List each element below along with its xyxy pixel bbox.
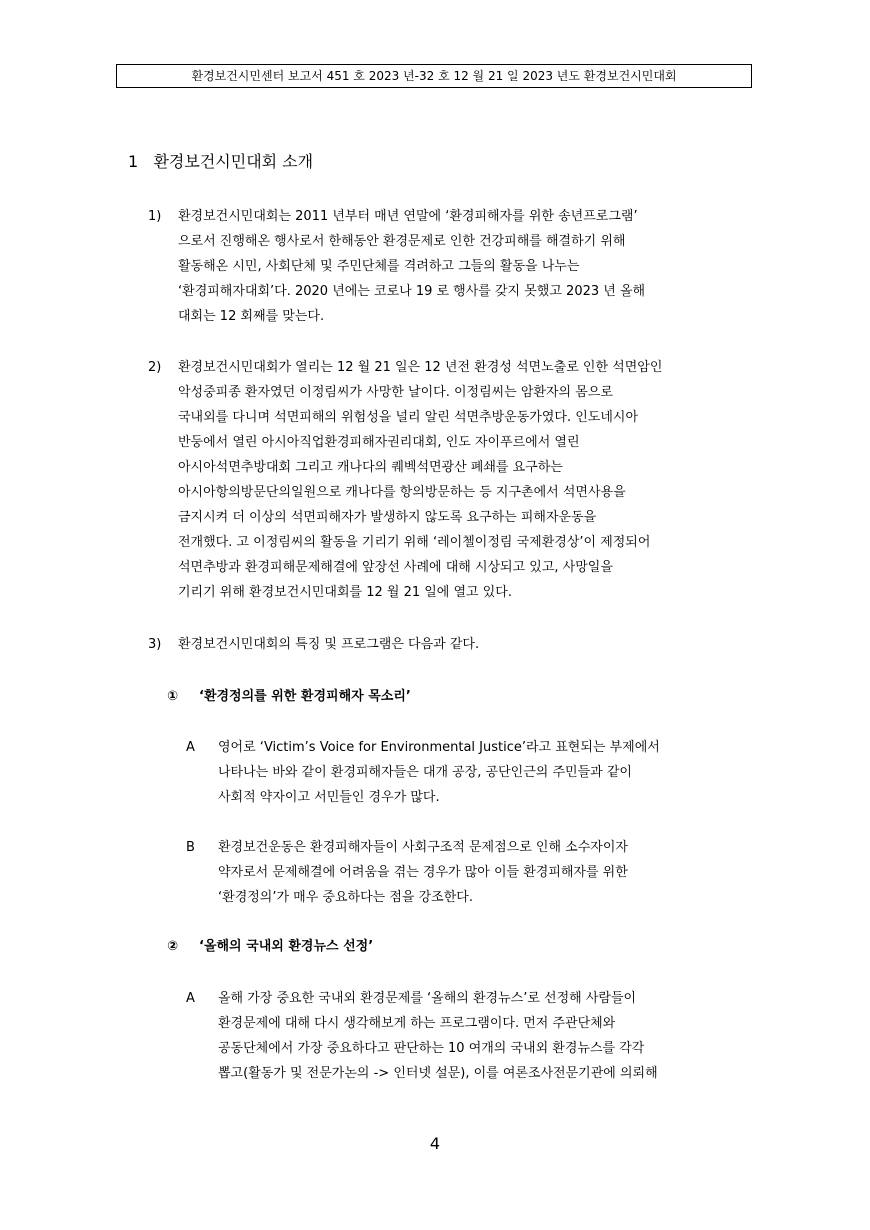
paragraph-line: 사회적 약자이고 서민들인 경우가 많다. (218, 790, 440, 805)
paragraph-line: 아시아항의방문단의일원으로 캐나다를 항의방문하는 등 지구촌에서 석면사용을 (178, 485, 626, 500)
paragraph-line: ‘환경정의’가 매우 중요하다는 점을 강조한다. (218, 890, 473, 905)
point-marker: A (186, 740, 195, 755)
circled-number: ① (167, 689, 179, 704)
paragraph-line: 전개했다. 고 이정림씨의 활동을 기리기 위해 ‘레이첼이정림 국제환경상’이 제정되어 (178, 535, 651, 550)
paragraph-line: 악성중피종 환자였던 이정림씨가 사망한 날이다. 이정림씨는 암환자의 몸으로 (178, 385, 613, 400)
paragraph-line: 금지시켜 더 이상의 석면피해자가 발생하지 않도록 요구하는 피해자운동을 (178, 510, 597, 525)
circled-number: ② (167, 939, 179, 954)
running-header (116, 64, 752, 88)
paragraph-line: 약자로서 문제해결에 어려움을 겪는 경우가 많아 이들 환경피해자를 위한 (218, 865, 628, 880)
paragraph-line: 환경보건시민대회가 열리는 12 월 21 일은 12 년전 환경성 석면노출로 인한 석면암인 (178, 360, 663, 375)
paragraph-line: 국내외를 다니며 석면피해의 위험성을 널리 알린 석면추방운동가였다. 인도네시아 (178, 410, 639, 425)
paragraph-line: 환경보건시민대회는 2011 년부터 매년 연말에 ‘환경피해자를 위한 송년프로그램’ (178, 209, 638, 224)
paragraph-line: 나타나는 바와 같이 환경피해자들은 대개 공장, 공단인근의 주민들과 같이 (218, 765, 632, 780)
paragraph-line: 영어로 ‘Victim’s Voice for Environmental Justice’라고 표현되는 부제에서 (218, 740, 660, 755)
program-title: ‘환경정의를 위한 환경피해자 목소리’ (199, 689, 411, 704)
paragraph-line: 환경보건운동은 환경피해자들이 사회구조적 문제점으로 인해 소수자이자 (218, 840, 628, 855)
list-marker: 3) (148, 637, 162, 652)
paragraph-line: 공동단체에서 가장 중요하다고 판단하는 10 여개의 국내외 환경뉴스를 각각 (218, 1041, 645, 1056)
paragraph (178, 355, 662, 605)
paragraph (218, 835, 628, 910)
paragraph (218, 735, 660, 810)
paragraph (218, 986, 658, 1086)
page-number: 4 (429, 1134, 441, 1153)
paragraph-line: 환경문제에 대해 다시 생각해보게 하는 프로그램이다. 먼저 주관단체와 (218, 1016, 616, 1031)
program-title: ‘올해의 국내외 환경뉴스 선정’ (199, 939, 374, 954)
paragraph-line: 기리기 위해 환경보건시민대회를 12 월 21 일에 열고 있다. (178, 585, 512, 600)
program-heading-1 (167, 686, 411, 708)
list-marker: 1) (148, 209, 162, 224)
section-heading (128, 151, 313, 173)
point-marker: A (186, 991, 195, 1006)
paragraph (178, 204, 645, 329)
paragraph-line: 대회는 12 회째를 맞는다. (178, 309, 325, 324)
program-heading-2 (167, 936, 373, 958)
running-header-text: 환경보건시민센터 보고서 451 호 2023 년-32 호 12 월 21 일 2023 년도 환경보건시민대회 (191, 69, 677, 83)
paragraph-line: 으로서 진행해온 행사로서 한해동안 환경문제로 인한 건강피해를 해결하기 위해 (178, 234, 626, 249)
section-number: 1 (128, 152, 139, 171)
list-marker: 2) (148, 360, 162, 375)
paragraph-line: 석면추방과 환경피해문제해결에 앞장선 사례에 대해 시상되고 있고, 사망일을 (178, 560, 613, 575)
paragraph-line: 뽑고(활동가 및 전문가논의 -> 인터넷 설문), 이를 여론조사전문기관에 의뢰해 (218, 1066, 658, 1081)
paragraph-line: 반둥에서 열린 아시아직업환경피해자권리대회, 인도 자이푸르에서 열린 (178, 435, 580, 450)
paragraph-line: 아시아석면추방대회 그리고 캐나다의 퀘벡석면광산 폐쇄를 요구하는 (178, 460, 563, 475)
paragraph-line: 올해 가장 중요한 국내외 환경문제를 ‘올해의 환경뉴스’로 선정해 사람들이 (218, 991, 637, 1006)
paragraph (178, 632, 479, 657)
paragraph-line: 활동해온 시민, 사회단체 및 주민단체를 격려하고 그들의 활동을 나누는 (178, 259, 580, 274)
section-title: 환경보건시민대회 소개 (153, 152, 314, 171)
paragraph-line: ‘환경피해자대회’다. 2020 년에는 코로나 19 로 행사를 갖지 못했고 2023 년 올해 (178, 284, 646, 299)
point-marker: B (186, 840, 195, 855)
paragraph-line: 환경보건시민대회의 특징 및 프로그램은 다음과 같다. (178, 637, 480, 652)
